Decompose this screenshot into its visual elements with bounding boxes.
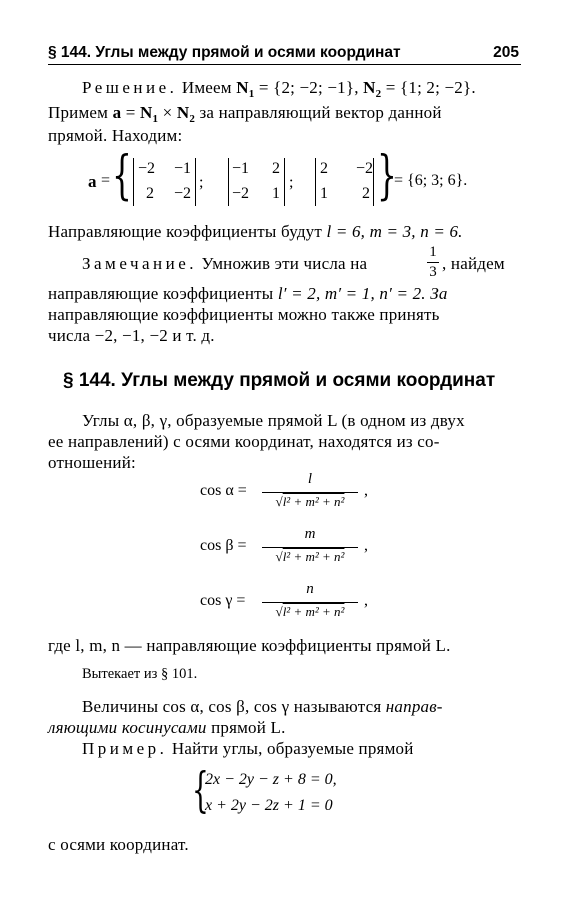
remark-fraction: 1 (429, 244, 437, 260)
running-title: § 144. Углы между прямой и осями координат (48, 44, 401, 61)
where-line: где l, m, n — направляющие коэффициенты прямой L. (48, 636, 451, 655)
solution-label: Решение. (82, 78, 178, 97)
closing-line: с осями координат. (48, 835, 189, 854)
section-paragraph-line-3: отношений: (48, 453, 136, 472)
remark-line-2: направляющие коэффициенты l′ = 2, m′ = 1, n′ = 2. За (48, 284, 448, 303)
section-title: § 144. Углы между прямой и осями координат (63, 370, 496, 391)
solution-line-1: Решение. Имеем $N_1 = \{2$; −2; −1}, $N_2 = \{1$; 2; −2}. (82, 78, 476, 100)
follows-note: Вытекает из § 101. (82, 666, 198, 682)
coefficients-line: Направляющие коэффициенты будут l = 6, m = 3, n = 6. (48, 222, 463, 241)
solution-line-2: Примем $a = N_1 \times N_2$ за направляющий вектор данной (48, 103, 442, 125)
remark-line-3: направляющие коэффициенты можно также принять (48, 305, 440, 324)
direction-cosines-line-2: ляющими косинусами прямой L. (48, 718, 286, 737)
example-line: Пример. Найти углы, образуемые прямой (82, 739, 414, 758)
solution-line-3: прямой. Находим: (48, 126, 183, 145)
page-number: 205 (493, 44, 519, 61)
section-paragraph-line-1: Углы α, β, γ, образуемые прямой L (в одном из двух (82, 411, 465, 430)
section-paragraph-line-2: ее направлений) с осями координат, находятся из со- (48, 432, 440, 451)
remark-line-1: Замечание. Умножив эти числа на (82, 254, 368, 273)
remark-line-4: числа −2, −1, −2 и т. д. (48, 326, 215, 345)
example-label: Пример. (82, 739, 168, 758)
direction-cosines-line-1: Величины cos α, cos β, cos γ называются направ- (82, 697, 443, 716)
remark-label: Замечание. (82, 254, 198, 273)
header-rule (48, 64, 521, 65)
